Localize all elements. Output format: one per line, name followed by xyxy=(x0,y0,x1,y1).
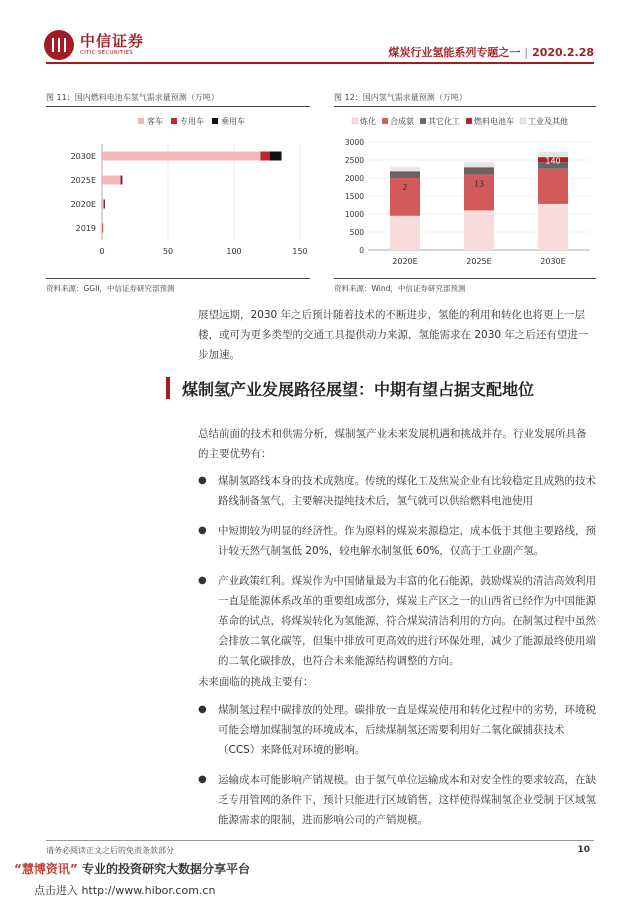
figure-11-source: 资料来源：GGII，中信证券研究部预测 xyxy=(46,284,175,293)
bar-segment xyxy=(260,152,269,161)
bar-segment xyxy=(122,176,123,185)
brand-name-cn: 中信证券 xyxy=(80,32,145,50)
paragraph-outlook: 展望远期，2030 年之后预计随着技术的不断进步，氢能的利用和转化也将更上一层楼，或可为更多类型的交通工具提供动力来源，氢能需求在 2030 年之后还有望进一步加速。 xyxy=(198,309,589,361)
watermark-brand-name: 慧博资讯 xyxy=(21,862,70,876)
figure-11-chart xyxy=(46,106,310,274)
y-tick-label: 2000 xyxy=(344,174,364,183)
legend-label: 客车 xyxy=(147,117,163,126)
bar-segment xyxy=(538,169,568,204)
y-tick-label: 500 xyxy=(349,228,364,237)
x-tick-label: 0 xyxy=(99,247,105,256)
x-tick-label: 150 xyxy=(292,247,308,256)
paragraph-summary: 总结前面的技术和供需分析，煤制氢产业未来发展机遇和挑战并存。行业发展所具备的主要优势有： xyxy=(198,428,587,460)
x-tick-label: 2020E xyxy=(392,257,418,266)
bar-segment xyxy=(464,210,494,250)
bar-segment xyxy=(390,167,420,171)
bullet-dot-icon: ● xyxy=(198,525,207,536)
y-tick-label: 2025E xyxy=(70,176,96,185)
bullet-text: 中短期较为明显的经济性。作为原料的煤炭来源稳定，成本低于其他主要路线，预计较天然气制氢低 20%，较电解水制氢低 60%，仅高于工业副产氢。 xyxy=(218,525,596,557)
section-title: 煤制氢产业发展路径展望：中期有望占据支配地位 xyxy=(182,379,535,399)
watermark-brand xyxy=(14,860,250,877)
legend-swatch xyxy=(420,118,426,124)
page-header xyxy=(0,0,640,70)
footer-disclaimer: 请务必阅读正文之后的免责条款部分 xyxy=(46,846,174,855)
y-tick-label: 2019 xyxy=(75,224,96,233)
x-tick-label: 2025E xyxy=(466,257,492,266)
x-tick-label: 2030E xyxy=(540,257,566,266)
bullet-text: 运输成本可能影响产销规模。由于氢气单位运输成本和对安全性的要求较高，在缺乏专用管网的条件下，预计只能进行区域销售，这样使得煤制氢企业受制于区域氢能源需求的限制，进而影响公司的产销规模。 xyxy=(218,774,596,826)
bullet-dot-icon: ● xyxy=(198,575,207,586)
figure-12-bottom-rule xyxy=(334,278,596,279)
bar-segment xyxy=(102,224,103,233)
legend-label: 其它化工 xyxy=(428,117,460,126)
brand-name-en: CITIC SECURITIES xyxy=(80,50,134,56)
watermark-slogan: 专业的投资研究大数据分享平台 xyxy=(81,862,250,876)
bar-segment xyxy=(104,200,105,209)
report-title xyxy=(388,44,594,60)
data-label: 2 xyxy=(402,183,408,192)
y-tick-label: 2500 xyxy=(344,156,364,165)
figure-12-chart xyxy=(334,106,596,274)
watermark-quote-close: ” xyxy=(69,862,78,876)
watermark-link[interactable]: 点击进入 http://www.hibor.com.cn xyxy=(34,884,216,897)
bar-segment xyxy=(120,176,121,185)
data-label: 140 xyxy=(545,156,561,166)
legend-label: 工业及其他 xyxy=(528,117,568,126)
bar-segment xyxy=(390,171,420,172)
bullet-text: 煤制氢路线本身的技术成熟度。传统的煤化工及焦炭企业有比较稳定且成熟的技术路线制备氢气，主要解决提纯技术后，氢气就可以供给燃料电池使用 xyxy=(218,475,596,507)
legend-swatch xyxy=(212,118,218,124)
bullet-text: 煤制氢过程中碳排放的处理。碳排放一直是煤炭使用和转化过程中的劣势，环境税可能会增加煤制氢的环境成本，后续煤制氢还需要利用好二氧化碳捕获技术（CCS）来降低对环境的影响。 xyxy=(218,704,596,756)
legend-swatch xyxy=(138,118,144,124)
figure-11-title: 图 11：国内燃料电池车氢气需求量预测（万吨） xyxy=(46,93,219,102)
report-series-title: 煤炭行业氢能系列专题之一 xyxy=(388,46,521,59)
bar-segment xyxy=(390,172,420,178)
section-heading xyxy=(166,377,534,399)
bar-segment xyxy=(464,162,494,167)
figure-12 xyxy=(334,92,596,107)
bullet-dot-icon: ● xyxy=(198,774,207,785)
y-tick-label: 2030E xyxy=(70,152,96,161)
bar-segment xyxy=(390,216,420,250)
bar-segment xyxy=(102,176,120,185)
bar-segment xyxy=(270,152,282,161)
bar-segment xyxy=(538,204,568,250)
y-tick-label: 1000 xyxy=(344,210,364,219)
legend-label: 燃料电池车 xyxy=(474,117,514,126)
section-heading-bar xyxy=(166,377,170,399)
report-date: 2020.2.28 xyxy=(532,46,594,59)
bar-segment xyxy=(102,200,104,209)
x-tick-label: 50 xyxy=(162,247,174,256)
legend-swatch xyxy=(352,118,358,124)
x-tick-label: 100 xyxy=(226,247,242,256)
bar-segment xyxy=(464,168,494,174)
y-tick-label: 1500 xyxy=(344,192,364,201)
watermark-quote-open: “ xyxy=(14,862,22,876)
y-tick-label: 3000 xyxy=(344,138,364,147)
citic-logo xyxy=(44,28,194,64)
legend-label: 专用车 xyxy=(180,117,204,126)
y-tick-label: 2020E xyxy=(70,200,96,209)
bullet-dot-icon: ● xyxy=(198,704,207,715)
legend-swatch xyxy=(382,118,388,124)
figure-11 xyxy=(46,92,310,107)
data-label: 13 xyxy=(473,179,485,189)
legend-label: 乘用车 xyxy=(221,117,245,126)
paragraph-challenges: 未来面临的挑战主要有： xyxy=(198,676,314,688)
legend-label: 炼化 xyxy=(360,117,376,126)
bar-segment xyxy=(464,167,494,168)
figure-11-bottom-rule xyxy=(46,278,310,279)
legend-label: 合成氨 xyxy=(390,117,414,126)
figure-12-title: 图 12：国内氢气需求量预测（万吨） xyxy=(334,93,467,102)
legend-swatch xyxy=(171,118,177,124)
legend-swatch xyxy=(466,118,472,124)
header-separator: | xyxy=(524,46,529,59)
header-divider xyxy=(46,62,594,64)
y-tick-label: 0 xyxy=(359,246,364,255)
page-number: 10 xyxy=(577,845,590,855)
bullet-text: 产业政策红利。煤炭作为中国储量最为丰富的化石能源，鼓励煤炭的清洁高效利用一直是能源体系改革的重要组成部分，煤炭主产区之一的山西省已经作为中国能源革命的试点，将煤炭转化为氢能源，符合煤炭清洁利用的方向。在制氢过程中虽然会排放二氧化碳等，但集中排放可更高效的进行环保处理，减少了能源最终使用端的二氧化碳排放，也符合未来能源结构调整的方向。 xyxy=(218,575,596,667)
footer-divider xyxy=(46,840,594,841)
figure-12-source: 资料来源：Wind，中信证券研究部预测 xyxy=(334,284,466,293)
bar-segment xyxy=(102,152,260,161)
citic-logo-icon xyxy=(44,30,74,60)
legend-swatch xyxy=(520,118,526,124)
bullet-dot-icon: ● xyxy=(198,475,207,486)
